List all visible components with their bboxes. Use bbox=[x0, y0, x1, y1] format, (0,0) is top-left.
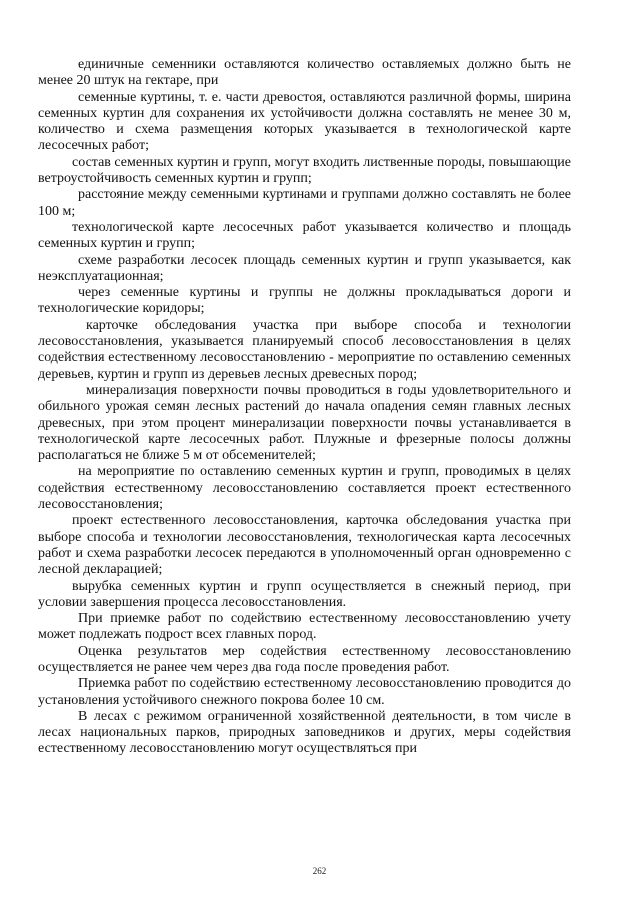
paragraph-seed-clumps: семенные куртины, т. е. части древостоя, оставляются различной формы, ширина семенных куртин для сохранения их устойчивости должна составлять не менее 30 м, количество и схема размещения которых указывается в технологической карте лесосечных работ; bbox=[38, 89, 571, 154]
document-body bbox=[38, 57, 571, 758]
paragraph-clump-distance: расстояние между семенными куртинами и группами должно составлять не более 100 м; bbox=[38, 187, 571, 219]
paragraph-soil-mineralization: минерализация поверхности почвы проводиться в годы удовлетворительного и обильного урожая семян лесных растений до начала опадения семян главных лесных древесных, при этом процент минерализации поверхности почвы устанавливается в технологической карте лесосечных работ. Плужные и фрезерные полосы должны располагаться не ближе 5 м от обсеменителей; bbox=[38, 382, 571, 464]
paragraph-clump-composition: состав семенных куртин и групп, могут входить лиственные породы, повышающие ветроустойчивость семенных куртин и групп; bbox=[38, 154, 571, 187]
paragraph-acceptance: При приемке работ по содействию естественному лесовосстановлению учету может подлежать подрост всех главных пород. bbox=[38, 611, 571, 643]
paragraph-acceptance-timing: Приемка работ по содействию естественному лесовосстановлению проводится до установления устойчивого снежного покрова более 10 см. bbox=[38, 676, 571, 708]
paragraph-survey-card: карточке обследования участка при выборе способа и технологии лесовосстановления, указывается планируемый способ лесовосстановления в целях содействия естественному лесовосстановлению - мероприятие по оставлению семенных деревьев, куртин и групп из деревьев лесных древесных пород; bbox=[38, 317, 571, 382]
paragraph-seed-trees: единичные семенники оставляются количество оставляемых должно быть не менее 20 штук на гектаре, при bbox=[38, 57, 571, 89]
paragraph-restricted-forests: В лесах с режимом ограниченной хозяйственной деятельности, в том числе в лесах национальных парков, природных заповедников и других, меры содействия естественному лесовосстановлению могут осуществляться при bbox=[38, 708, 571, 757]
paragraph-tech-map: технологической карте лесосечных работ указывается количество и площадь семенных куртин и групп; bbox=[38, 219, 571, 252]
paragraph-project-creation: на мероприятие по оставлению семенных куртин и групп, проводимых в целях содействия естественному лесовосстановлению составляется проект естественного лесовосстановления; bbox=[38, 464, 571, 513]
paragraph-clump-cutting: вырубка семенных куртин и групп осуществляется в снежный период, при условии завершения процесса лесовосстановления. bbox=[38, 578, 571, 610]
page-number: 262 bbox=[312, 866, 327, 876]
paragraph-assessment: Оценка результатов мер содействия естественному лесовосстановлению осуществляется не ранее чем через два года после проведения работ. bbox=[38, 643, 571, 675]
paragraph-roads: через семенные куртины и группы не должны прокладываться дороги и технологические коридоры; bbox=[38, 285, 571, 317]
paragraph-logging-scheme: схеме разработки лесосек площадь семенных куртин и групп указывается, как неэксплуатационная; bbox=[38, 252, 571, 284]
paragraph-project-submission: проект естественного лесовосстановления, карточка обследования участка при выборе способа и технологии лесовосстановления, технологическая карта лесосечных работ и схема разработки лесосек передаются в уполномоченный орган одновременно с лесной декларацией; bbox=[38, 513, 571, 578]
